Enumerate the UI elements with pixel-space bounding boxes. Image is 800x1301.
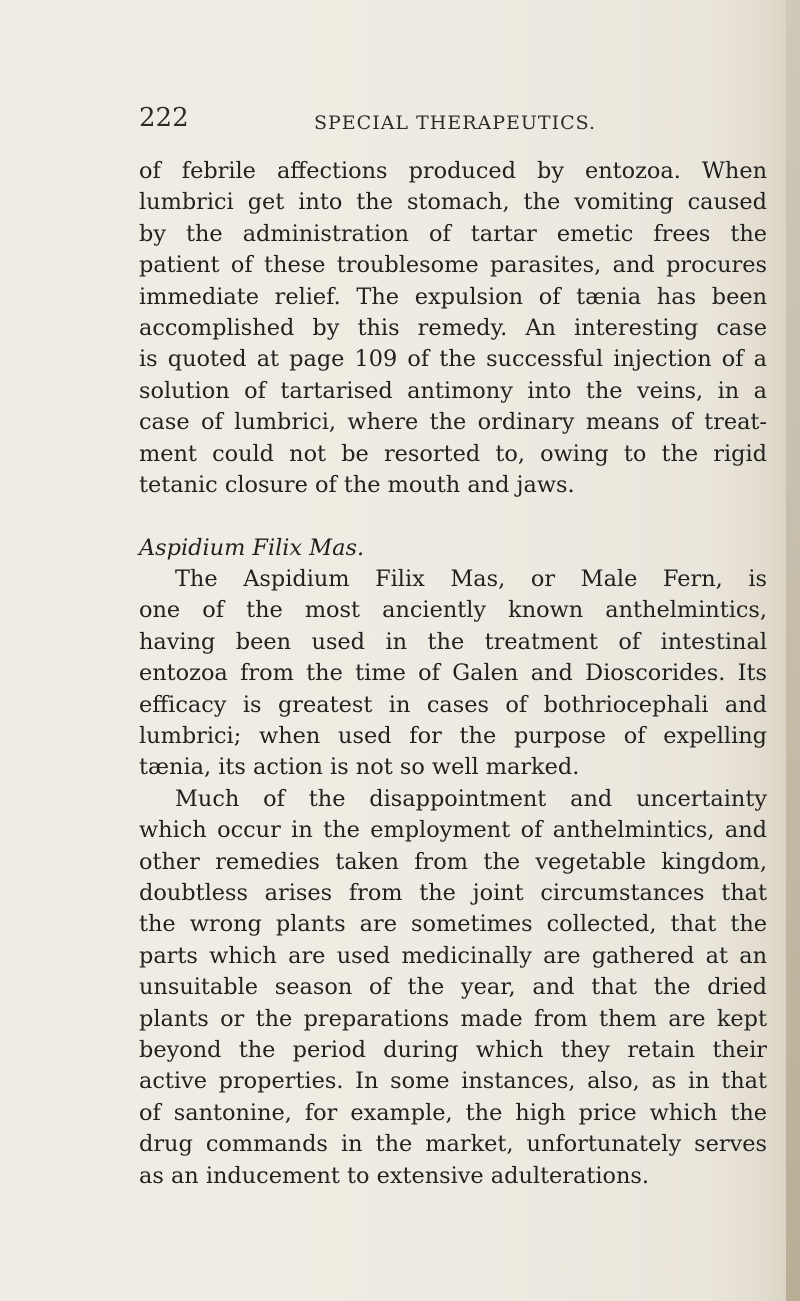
text-line: by the administration of tartar emetic frees the bbox=[139, 220, 767, 247]
text-line: of santonine, for example, the high price which the bbox=[139, 1099, 767, 1126]
text-line: tænia, its action is not so well marked. bbox=[139, 754, 580, 781]
page-edge-shadow bbox=[786, 0, 800, 1301]
text-line: having been used in the treatment of intestinal bbox=[139, 628, 767, 655]
text-line: entozoa from the time of Galen and Dioscorides. Its bbox=[139, 660, 767, 687]
text-line: Much of the disappointment and uncertainty bbox=[175, 785, 767, 812]
running-title: SPECIAL THERAPEUTICS. bbox=[314, 112, 596, 134]
running-head bbox=[0, 103, 800, 139]
text-line: is quoted at page 109 of the successful injection of a bbox=[139, 346, 767, 373]
text-line: as an inducement to extensive adulterations. bbox=[139, 1162, 650, 1189]
text-line: other remedies taken from the vegetable kingdom, bbox=[139, 848, 767, 875]
text-line: immediate relief. The expulsion of tænia has been bbox=[139, 283, 767, 310]
text-line: efficacy is greatest in cases of bothriocephali and bbox=[139, 691, 767, 718]
text-line: parts which are used medicinally are gathered at an bbox=[139, 942, 767, 969]
text-line: unsuitable season of the year, and that the dried bbox=[139, 974, 767, 1001]
text-line: plants or the preparations made from them are kept bbox=[139, 1005, 767, 1032]
text-line: lumbrici; when used for the purpose of expelling bbox=[139, 723, 767, 750]
text-line: tetanic closure of the mouth and jaws. bbox=[139, 471, 575, 498]
text-line: case of lumbrici, where the ordinary means of treat- bbox=[139, 409, 767, 436]
text-line: drug commands in the market, unfortunately serves bbox=[139, 1131, 767, 1158]
text-line: one of the most anciently known anthelmintics, bbox=[139, 597, 767, 624]
page-number: 222 bbox=[139, 103, 189, 133]
text-line: active properties. In some instances, also, as in that bbox=[139, 1068, 767, 1095]
body-text bbox=[139, 156, 767, 1192]
text-line: which occur in the employment of anthelmintics, and bbox=[139, 817, 767, 844]
text-line: accomplished by this remedy. An interesting case bbox=[139, 314, 767, 341]
text-line: of febrile affections produced by entozoa. When bbox=[139, 158, 767, 184]
text-line: patient of these troublesome parasites, and procures bbox=[139, 252, 767, 279]
text-line: solution of tartarised antimony into the veins, in a bbox=[139, 377, 767, 404]
text-line: the wrong plants are sometimes collected, that the bbox=[139, 911, 767, 938]
section-heading: Aspidium Filix Mas. bbox=[139, 534, 365, 561]
text-line: The Aspidium Filix Mas, or Male Fern, is bbox=[175, 566, 767, 593]
text-line: lumbrici get into the stomach, the vomiting caused bbox=[139, 189, 767, 216]
text-line: beyond the period during which they retain their bbox=[139, 1036, 767, 1063]
text-line: doubtless arises from the joint circumstances that bbox=[139, 879, 767, 906]
text-line: ment could not be resorted to, owing to the rigid bbox=[139, 440, 767, 467]
paragraph-gap bbox=[139, 501, 767, 532]
